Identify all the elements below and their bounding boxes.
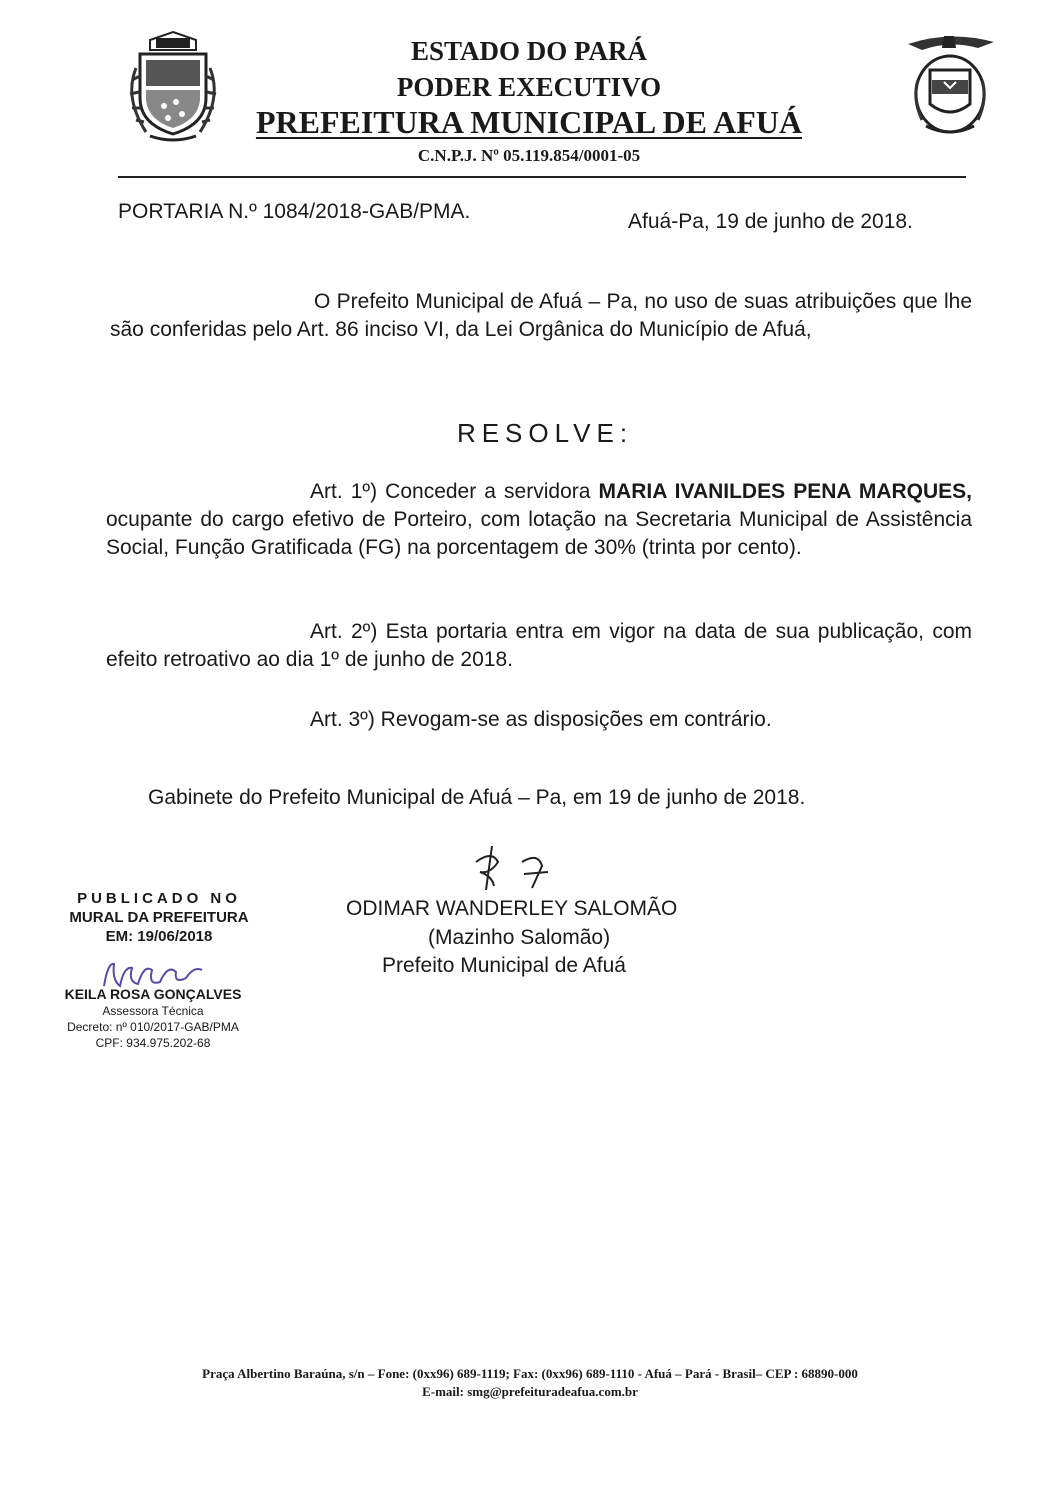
stamp-signer-name: KEILA ROSA GONÇALVES: [64, 986, 242, 1002]
employee-name: MARIA IVANILDES PENA MARQUES,: [598, 480, 973, 503]
signer-nickname: (Mazinho Salomão): [428, 926, 611, 949]
footer-email: E-mail: smg@prefeituradeafua.com.br: [422, 1384, 638, 1399]
article-1: [106, 478, 972, 562]
article-2: Art. 2º) Esta portaria entra em vigor na data de sua publicação, com efeito retroativo ao dia 1º de junho de 2018.: [106, 620, 972, 671]
stamp-signer-role: Assessora Técnica: [102, 1004, 204, 1018]
state-title: ESTADO DO PARÁ: [410, 36, 647, 66]
closing-line: Gabinete do Prefeito Municipal de Afuá – Pa, em 19 de junho de 2018.: [148, 786, 806, 809]
resolve-heading: RESOLVE:: [456, 418, 634, 448]
signer-name: ODIMAR WANDERLEY SALOMÃO: [346, 897, 678, 920]
portaria-number: PORTARIA N.º 1084/2018-GAB/PMA.: [118, 200, 471, 223]
article-3: Art. 3º) Revogam-se as disposições em contrário.: [310, 708, 772, 731]
stamp-date-line: EM: 19/06/2018: [105, 928, 213, 945]
stamp-mural-line: MURAL DA PREFEITURA: [69, 909, 249, 926]
intro-subject: O Prefeito Municipal de Afuá – Pa,: [314, 290, 639, 313]
stamp-published-line: PUBLICADO NO: [77, 890, 241, 907]
stamp-decree: Decreto: nº 010/2017-GAB/PMA: [67, 1020, 239, 1034]
article-1-pre: Art. 1º) Conceder a servidora: [310, 480, 591, 503]
prefecture-title: PREFEITURA MUNICIPAL DE AFUÁ: [255, 104, 803, 140]
signer-role: Prefeito Municipal de Afuá: [382, 954, 626, 977]
portaria-place-date: Afuá-Pa, 19 de junho de 2018.: [628, 210, 913, 233]
handwritten-signature-icon: [462, 842, 572, 896]
footer-address: Praça Albertino Baraúna, s/n – Fone: (0xx96) 689-1119; Fax: (0xx96) 689-1110 - Afuá – Pará - Brasil– CEP : 68890-000: [202, 1366, 858, 1381]
intro-text: no uso de suas atribuições que lhe são conferidas pelo Art. 86 inciso VI, da Lei Orgânica do Município de Afuá,: [110, 290, 972, 341]
cnpj-line: C.N.P.J. Nº 05.119.854/0001-05: [417, 146, 641, 165]
header-divider: [118, 176, 966, 178]
article-1-post: ocupante do cargo efetivo de Porteiro, com lotação na Secretaria Municipal de Assistência Social, Função Gratificada (FG) na porcentagem de 30% (trinta por cento).: [106, 508, 972, 559]
stamp-cpf: CPF: 934.975.202-68: [95, 1036, 211, 1050]
intro-paragraph: [110, 288, 972, 344]
power-title: PODER EXECUTIVO: [396, 72, 662, 102]
